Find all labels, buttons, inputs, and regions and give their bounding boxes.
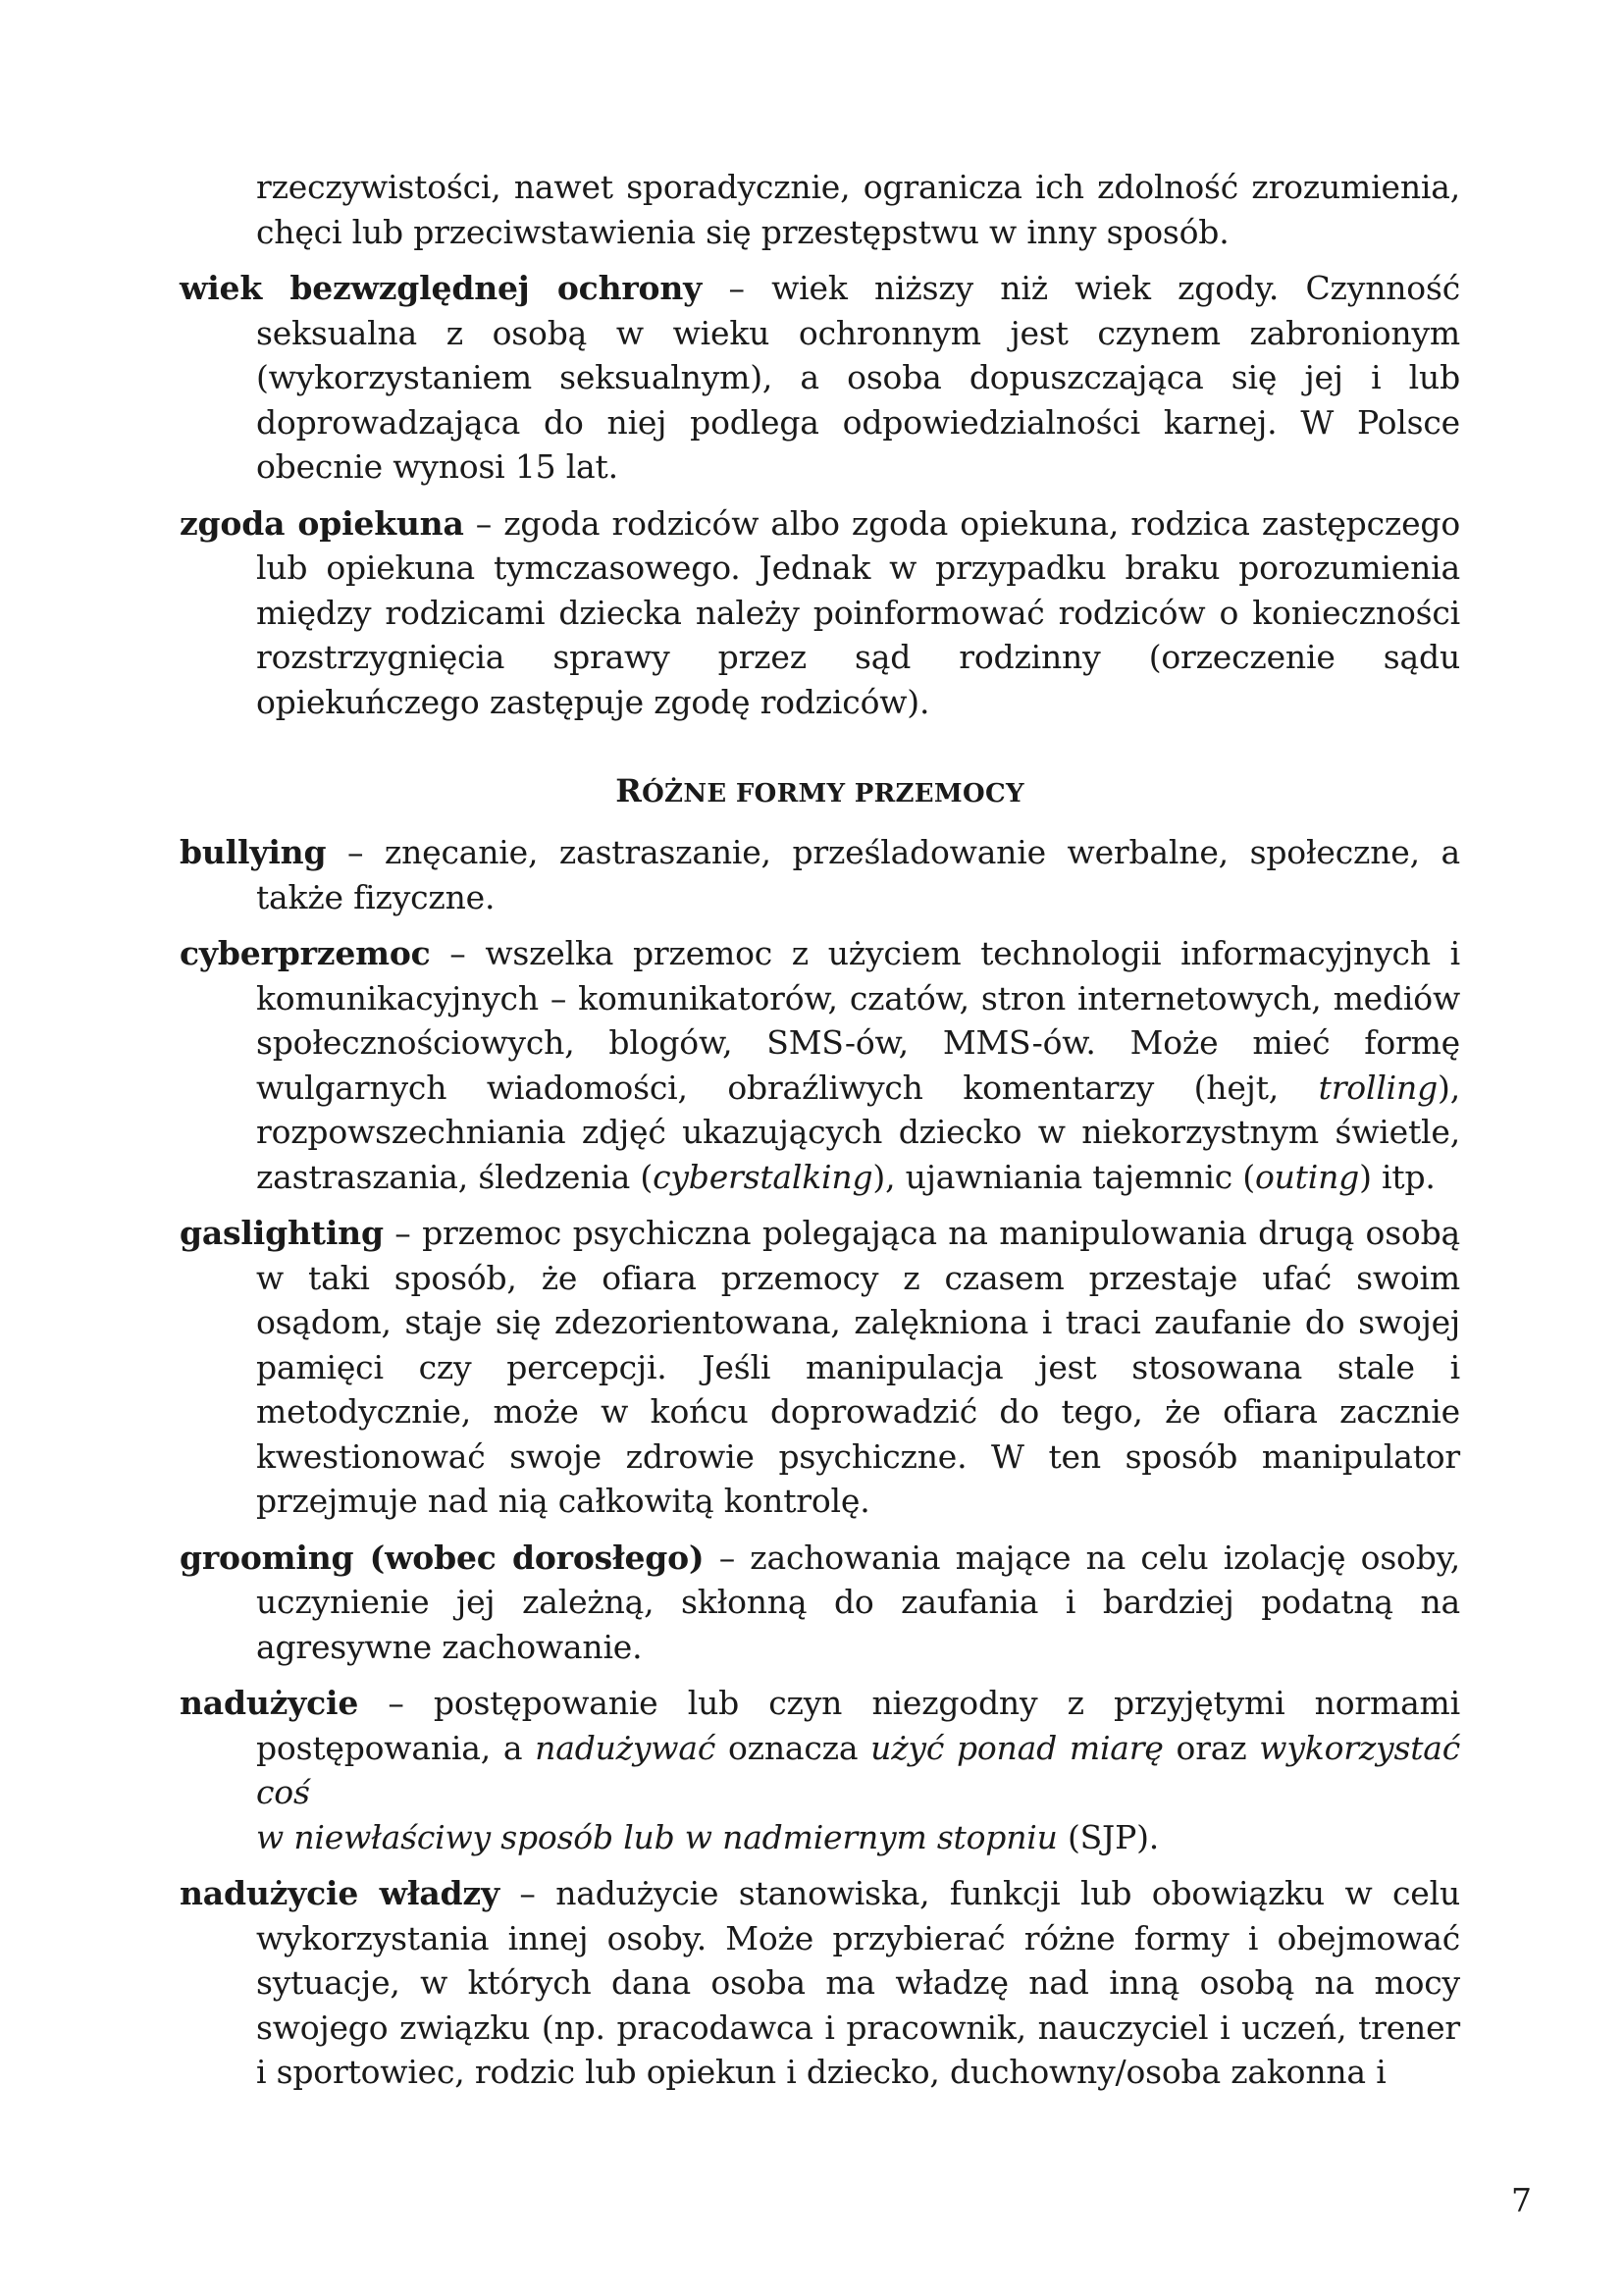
document-body [180,165,1460,2107]
entry-italic-phrase: w niewłaściwy sposób lub w nadmiernym stopniu [256,1817,1058,1856]
entry-term: wiek bezwzględnej ochrony [180,269,703,307]
entry-definition-part: – wszelka przemoc z użyciem technologii informacyjnych i komunikacyjnych – komunikatorów, czatów, stron internetowych, mediów społecznościowych, blogów, SMS-ów, MMS-ów. Może mieć formę wulgarnych wiadomości, obraźliwych komentarzy (hejt, [256,934,1460,1107]
entry-definition: – przemoc psychiczna polegająca na manipulowania drugą osobą w taki sposób, że ofiara przemocy z czasem przestaje ufać swoim osądom, staje się zdezorientowana, zalękniona i traci zaufanie do swojej pamięci czy percepcji. Jeśli manipulacja jest stosowana stale i metodycznie, może w końcu doprowadzić do tego, że ofiara zacznie kwestionować swoje zdrowie psychiczne. W ten sposób manipulator przejmuje nad nią całkowitą kontrolę. [256,1214,1460,1520]
entry-term: nadużycie [180,1684,359,1722]
entry-term: nadużycie władzy [180,1874,499,1912]
entry-definition-part: – postępowanie lub czyn niezgodny z przyjętymi normami postępowania, a [256,1684,1460,1767]
continuation-text: rzeczywistości, nawet sporadycznie, ogranicza ich zdolność zrozumienia, chęci lub przeciwstawienia się przestępstwu w inny sposób. [256,168,1460,251]
glossary-entry-wiek-bezwzglednej-ochrony [180,266,1460,490]
entry-definition: – nadużycie stanowiska, funkcji lub obowiązku w celu wykorzystania innej osoby. Może przybierać różne formy i obejmować sytuacje, w których dana osoba ma władzę nad inną osobą na mocy swojego związku (np. pracodawca i pracownik, nauczyciel i uczeń, trener i sportowiec, rodzic lub opiekun i dziecko, duchowny/osoba zakonna i [256,1874,1460,2091]
entry-term: grooming (wobec dorosłego) [180,1538,705,1577]
entry-italic-term: cyberstalking [653,1157,873,1196]
entry-term: gaslighting [180,1214,384,1252]
glossary-entry-gaslighting [180,1211,1460,1524]
entry-definition: – wiek niższy niż wiek zgody. Czynność seksualna z osobą w wieku ochronnym jest czynem zabronionym (wykorzystaniem seksualnym), a osoba dopuszczająca się jej i lub doprowadzająca do niej podlega odpowiedzialności karnej. W Polsce obecnie wynosi 15 lat. [256,269,1460,486]
entry-term: cyberprzemoc [180,934,431,972]
entry-definition: – znęcanie, zastraszanie, prześladowanie werbalne, społeczne, a także fizyczne. [256,833,1460,916]
entry-term: zgoda opiekuna [180,503,464,543]
entry-italic-phrase: wykorzystać coś [256,1728,1461,1811]
entry-definition-part: ), ujawniania tajemnic ( [872,1157,1255,1196]
entry-definition-part: oznacza [715,1728,871,1767]
glossary-entry-grooming [180,1536,1460,1670]
entry-italic-phrase: nadużywać [535,1728,716,1767]
heading-first-letter: R [615,772,643,809]
entry-definition-part: (SJP). [1057,1817,1160,1856]
page-number: 7 [1511,2181,1532,2219]
glossary-entry-naduzycie [180,1681,1460,1859]
entry-term: bullying [180,833,327,871]
glossary-entry-zgoda-opiekuna [180,501,1460,725]
entry-definition-part: ), rozpowszechniania zdjęć ukazujących dziecko w niekorzystnym świetle, zastraszania, śledzenia ( [256,1068,1460,1196]
entry-definition-part: oraz [1163,1728,1260,1767]
glossary-entry-cyberprzemoc [180,931,1460,1199]
entry-definition: – zgoda rodziców albo zgoda opiekuna, rodzica zastępczego lub opiekuna tymczasowego. Jednak w przypadku braku porozumienia między rodzicami dziecka należy poinformować rodziców o konieczności rozstrzygnięcia sprawy przez sąd rodzinny (orzeczenie sądu opiekuńczego zastępuje zgodę rodziców). [256,503,1460,721]
continuation-paragraph [180,165,1460,254]
heading-rest: ÓŻNE FORMY PRZEMOCY [642,779,1024,808]
entry-italic-term: outing [1254,1157,1360,1196]
section-heading [180,769,1460,816]
entry-definition-part: ) itp. [1359,1157,1436,1196]
entry-italic-term: trolling [1318,1068,1439,1107]
glossary-entry-naduzycie-wladzy [180,1871,1460,2095]
glossary-entry-bullying [180,830,1460,919]
entry-definition: – zachowania mające na celu izolację osoby, uczynienie jej zależną, skłonną do zaufania i bardziej podatną na agresywne zachowanie. [256,1538,1460,1666]
entry-italic-phrase: użyć ponad miarę [870,1728,1164,1767]
